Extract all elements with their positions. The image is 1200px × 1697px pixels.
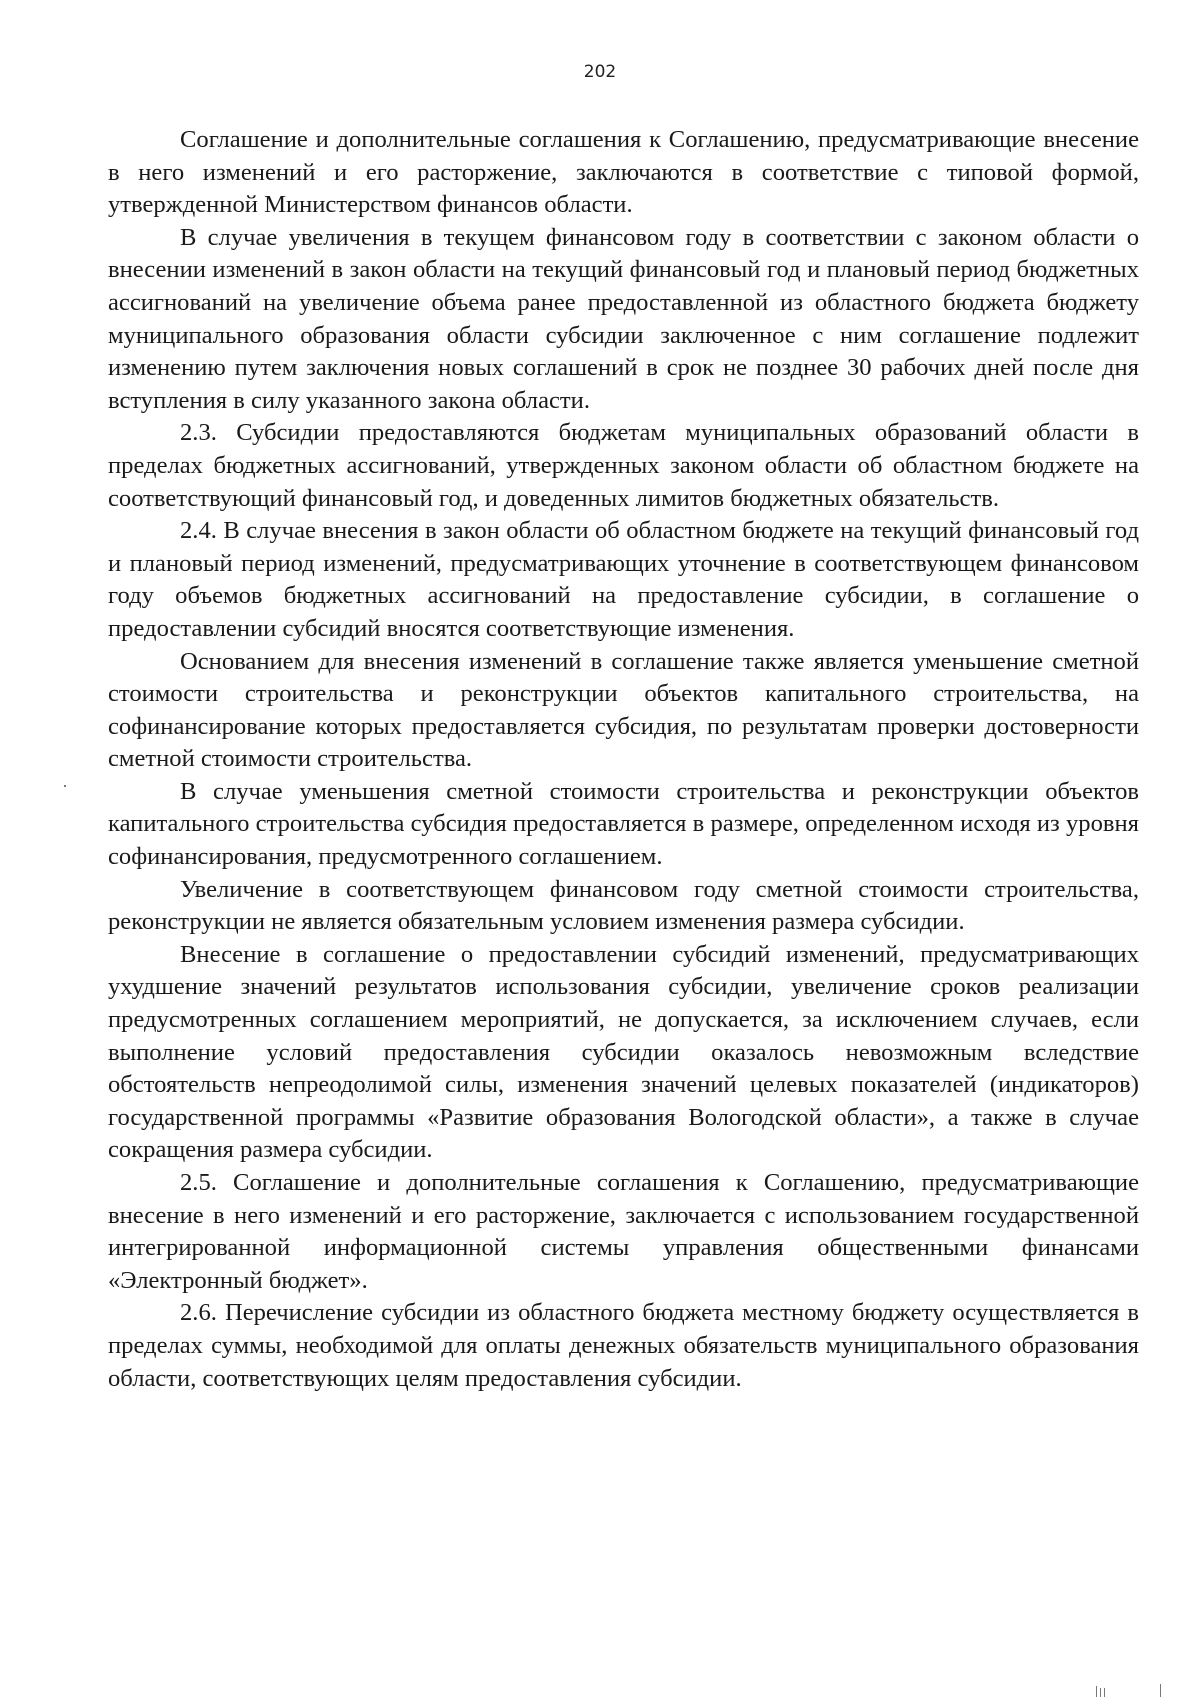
paragraph-estimate-increase: Увеличение в соответствующем финансовом году сметной стоимости строительства, реконструкции не является обязательным условием изменения размера субсидии.	[108, 875, 1139, 936]
paragraph-2-3: 2.3. Субсидии предоставляются бюджетам муниципальных образований области в пределах бюджетных ассигнований, утвержденных законом области об областном бюджете на соответствующий финансовый год, и доведенных лимитов бюджетных обязательств.	[108, 419, 1139, 512]
paragraph-2-6: 2.6. Перечисление субсидии из областного бюджета местному бюджету осуществляется в пределах суммы, необходимой для оплаты денежных обязательств муниципального образования области, соответствующих целям предоставления субсидии.	[108, 1299, 1139, 1392]
scan-artifact-ticks	[1160, 1684, 1161, 1697]
document-body	[108, 124, 1139, 1395]
paragraph-worsening-prohibited: Внесение в соглашение о предоставлении субсидий изменений, предусматривающих ухудшение значений результатов использования субсидии, увеличение сроков реализации предусмотренных соглашением мероприятий, не допускается, за исключением случаев, если выполнение условий предоставления субсидии оказалось невозможным вследствие обстоятельств непреодолимой силы, изменения значений целевых показателей (индикаторов) государственной программы «Развитие образования Вологодской области», а также в случае сокращения размера субсидии.	[108, 940, 1139, 1164]
scan-artifact-ticks	[1104, 1688, 1105, 1697]
paragraph-increase-allocations: В случае увеличения в текущем финансовом году в соответствии с законом области о внесении изменений в закон области на текущий финансовый год и плановый период бюджетных ассигнований на увеличение объема ранее предоставленной из областного бюджета бюджету муниципального образования области субсидии заключенное с ним соглашение подлежит изменению путем заключения новых соглашений в срок не позднее 30 рабочих дней после дня вступления в силу указанного закона области.	[108, 223, 1139, 414]
paragraph-2-5: 2.5. Соглашение и дополнительные соглашения к Соглашению, предусматривающие внесение в него изменений и его расторжение, заключается с использованием государственной интегрированной информационной системы управления общественными финансами «Электронный бюджет».	[108, 1169, 1139, 1294]
paragraph-agreement-form: Соглашение и дополнительные соглашения к Соглашению, предусматривающие внесение в него изменений и его расторжение, заключаются в соответствие с типовой формой, утвержденной Министерством финансов области.	[108, 126, 1139, 219]
paragraph-estimate-reduction-basis: Основанием для внесения изменений в соглашение также является уменьшение сметной стоимости строительства и реконструкции объектов капитального строительства, на софинансирование которых предоставляется субсидия, по результатам проверки достоверности сметной стоимости строительства.	[108, 647, 1139, 773]
scan-artifact-dot	[64, 785, 66, 787]
paragraph-estimate-reduction-subsidy: В случае уменьшения сметной стоимости строительства и реконструкции объектов капитального строительства субсидия предоставляется в размере, определенном исходя из уровня софинансирования, предусмотренного соглашением.	[108, 777, 1139, 871]
page-number: 202	[583, 62, 617, 82]
paragraph-2-4: 2.4. В случае внесения в закон области об областном бюджете на текущий финансовый год и плановый период изменений, предусматривающих уточнение в соответствующем финансовом году объемов бюджетных ассигнований на предоставление субсидии, в соглашение о предоставлении субсидий вносятся соответствующие изменения.	[108, 517, 1139, 642]
scan-artifact-ticks	[1096, 1686, 1097, 1697]
scan-artifact-ticks	[1100, 1688, 1101, 1697]
